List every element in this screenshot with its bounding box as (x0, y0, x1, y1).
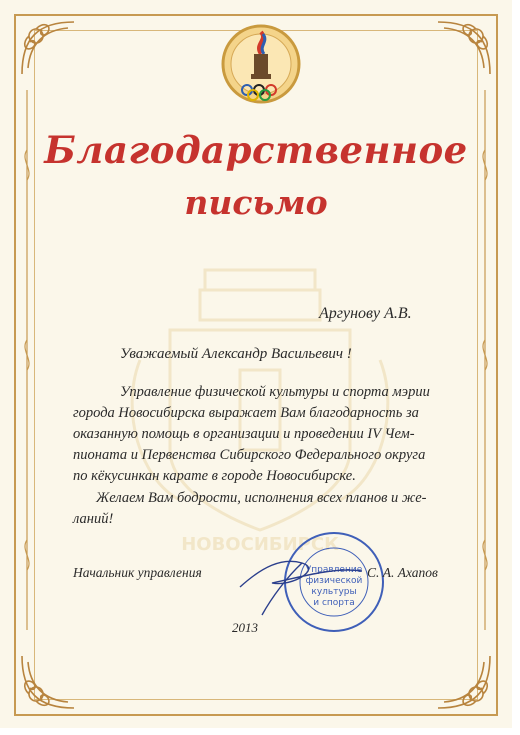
body-line: Желаем Вам бодрости, исполнения всех планов и же- (96, 490, 427, 506)
stamp-line-2: физической (305, 576, 363, 586)
sports-committee-emblem (220, 14, 302, 114)
body-line: оказанную помощь в организации и проведении IV Чем- (73, 426, 415, 442)
corner-ornament-bottom-left (18, 652, 78, 712)
handwritten-signature (232, 537, 372, 617)
letter-year: 2013 (232, 620, 258, 635)
addressee: Аргунову А.В. (319, 305, 412, 322)
stamp-line-3: культуры (311, 587, 357, 597)
stamp-line-4: и спорта (313, 598, 355, 608)
body-line: по кёкусинкан карате в городе Новосибирске. (73, 468, 356, 484)
signer-name: С. А. Ахапов (367, 565, 438, 580)
body-line: города Новосибирска выражает Вам благодарность за (73, 405, 419, 421)
signer-title: Начальник управления (73, 565, 202, 580)
corner-ornament-top-right (434, 18, 494, 78)
corner-ornament-top-left (18, 18, 78, 78)
stamp-line-1: Управление (305, 565, 363, 575)
body-line: ланий! (73, 511, 114, 527)
body-line: пионата и Первенства Сибирского Федерального округа (73, 447, 426, 463)
title-line-2: письмо (184, 183, 328, 222)
title-line-1: Благодарственное (44, 128, 468, 172)
watermark-text: НОВОСИБИРСК (181, 534, 339, 555)
corner-ornament-bottom-right (434, 652, 494, 712)
body-line: Управление физической культуры и спорта мэрии (120, 384, 430, 400)
greeting: Уважаемый Александр Васильевич ! (120, 346, 352, 362)
